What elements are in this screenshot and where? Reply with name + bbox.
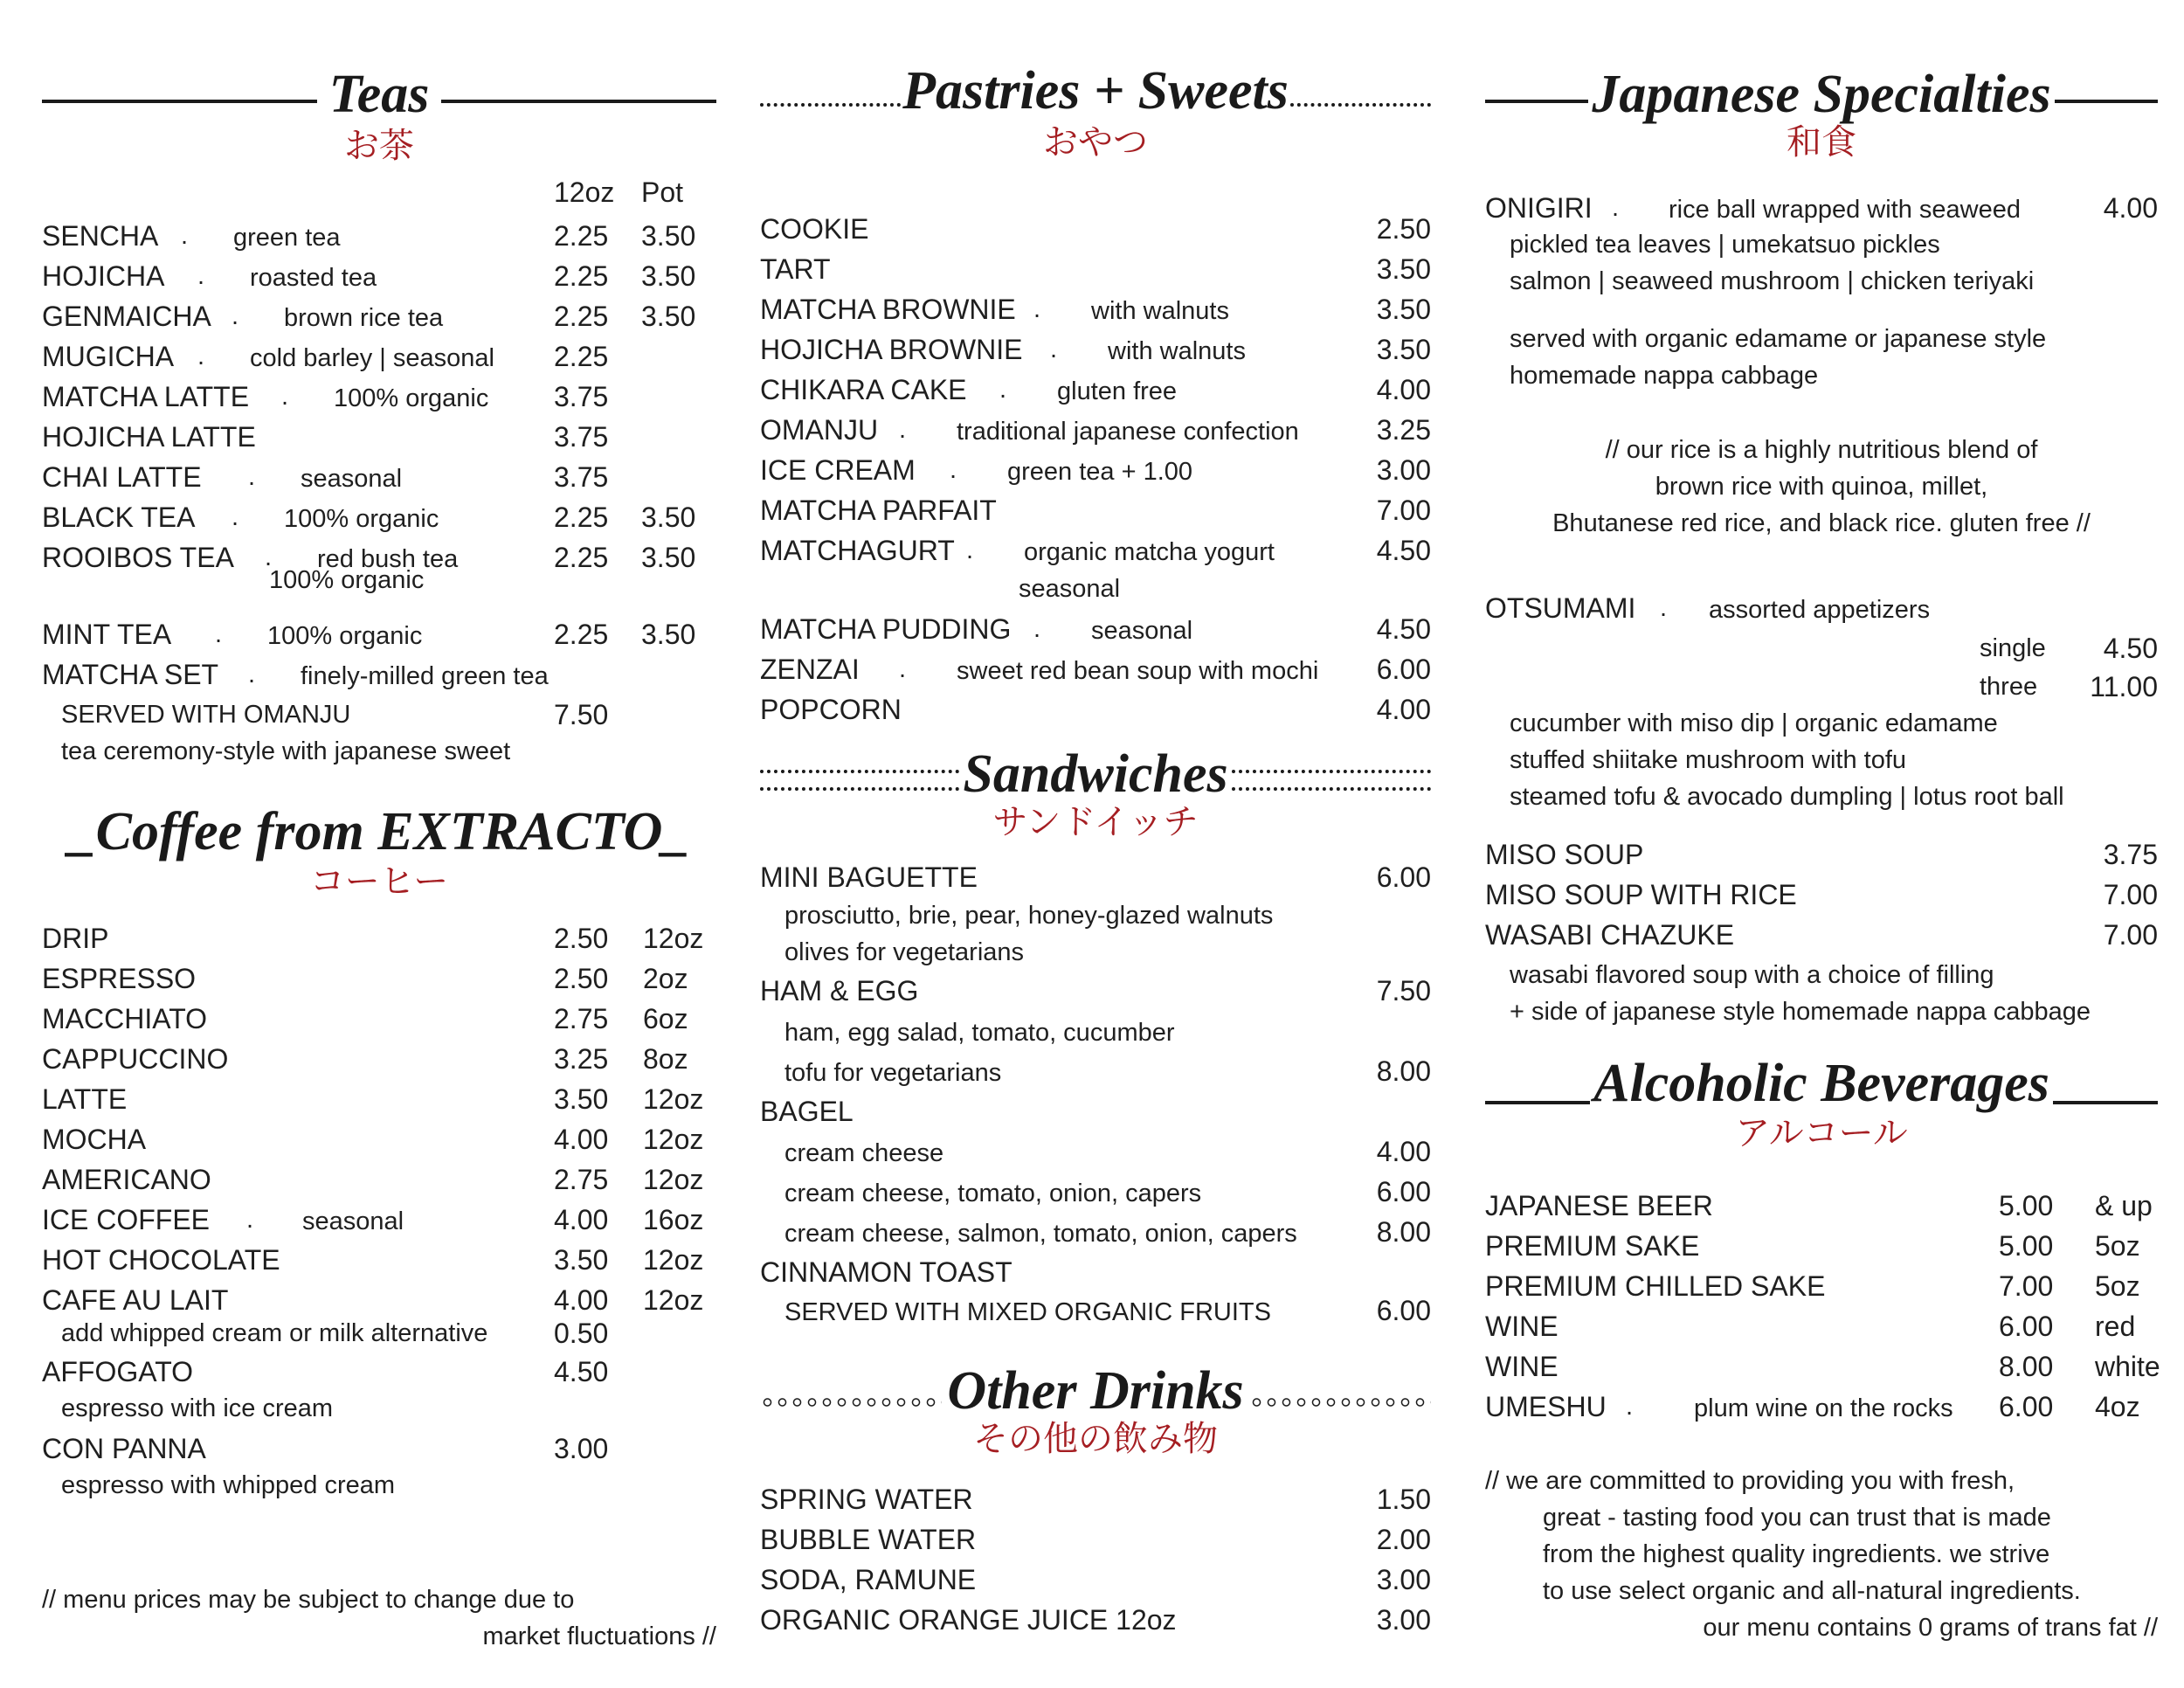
- otsumami-three: three: [1980, 673, 2038, 701]
- coffee-size: 12oz: [643, 1244, 704, 1276]
- item-separator: .: [197, 342, 205, 370]
- pastry-desc: organic matcha yogurt: [1024, 538, 1275, 566]
- coffee-size: 16oz: [643, 1204, 704, 1235]
- drink-name: ORGANIC ORANGE JUICE 12oz: [760, 1604, 1177, 1636]
- onigiri-sides-2: homemade nappa cabbage: [1510, 362, 1819, 390]
- sandwiches-title: Sandwiches: [963, 744, 1228, 804]
- tea-desc: green tea: [233, 224, 341, 252]
- commitment-line-5: our menu contains 0 grams of trans fat //: [1703, 1614, 2158, 1642]
- onigiri-desc: rice ball wrapped with seaweed: [1669, 196, 2021, 224]
- pastry-name: TART: [760, 253, 831, 285]
- item-separator: .: [265, 543, 273, 571]
- item-separator: .: [232, 302, 239, 330]
- toast-name: CINNAMON TOAST: [760, 1256, 1013, 1288]
- toast-note: SERVED WITH MIXED ORGANIC FRUITS: [784, 1298, 1271, 1326]
- coffee-addon: add whipped cream or milk alternative: [61, 1319, 488, 1347]
- heading-rule: [2055, 100, 2158, 103]
- pastry-name: CHIKARA CAKE: [760, 374, 967, 405]
- tea-price-12oz: 2.25: [554, 502, 609, 533]
- coffee-size: 2oz: [643, 963, 688, 994]
- tea-name: MATCHA LATTE: [42, 381, 250, 412]
- disclaimer-line1: // menu prices may be subject to change due to: [42, 1586, 575, 1614]
- tea-name: MATCHA SET: [42, 659, 219, 690]
- item-separator: .: [999, 376, 1007, 404]
- matcha-set-price: 7.50: [554, 699, 609, 730]
- tea-name: HOJICHA LATTE: [42, 421, 256, 453]
- sandwiches-jp-title: サンドイッチ: [992, 802, 1199, 842]
- tofu-option: tofu for vegetarians: [784, 1059, 1002, 1087]
- pastry-name: ICE CREAM: [760, 454, 916, 486]
- coffee-name: DRIP: [42, 923, 109, 954]
- coffee-price: 4.00: [554, 1204, 609, 1235]
- coffee-name: CAFE AU LAIT: [42, 1284, 229, 1316]
- coffee-price: 3.25: [554, 1043, 609, 1075]
- item-separator: .: [1660, 594, 1668, 622]
- coffee-name: LATTE: [42, 1083, 128, 1115]
- tea-price-pot: 3.50: [641, 502, 696, 533]
- onigiri-price: 4.00: [2103, 192, 2158, 224]
- onigiri-fillings-2: salmon | seaweed mushroom | chicken teriyaki: [1510, 267, 2035, 295]
- coffee-size: 12oz: [643, 1164, 704, 1195]
- pastry-desc: traditional japanese confection: [957, 418, 1299, 446]
- item-separator: .: [1612, 194, 1620, 222]
- coffee-name: MOCHA: [42, 1124, 147, 1155]
- japanese-title: Japanese Specialties: [1592, 65, 2051, 124]
- bagel-option-price: 4.00: [1376, 1136, 1431, 1167]
- bagel-option: cream cheese, tomato, onion, capers: [784, 1180, 1202, 1207]
- dotted-rule: [760, 770, 959, 791]
- item-separator: .: [248, 661, 256, 688]
- tea-desc: cold barley | seasonal: [250, 344, 494, 372]
- matchagurt-note: seasonal: [1019, 575, 1121, 603]
- onigiri-name: ONIGIRI: [1485, 192, 1593, 224]
- coffee-title: _Coffee from EXTRACTO_: [68, 802, 690, 861]
- pastry-price: 6.00: [1376, 654, 1431, 685]
- dotted-rule: [1290, 103, 1431, 107]
- pastry-price: 3.00: [1376, 454, 1431, 486]
- japanese-heading: [1485, 65, 2158, 124]
- rice-note-3: Bhutanese red rice, and black rice. gluten free //: [1552, 509, 2091, 537]
- coffee-jp-title: コーヒー: [309, 861, 449, 902]
- coffee-price: 2.75: [554, 1003, 609, 1034]
- pastry-desc: green tea + 1.00: [1007, 458, 1193, 486]
- onigiri-sides-1: served with organic edamame or japanese style: [1510, 325, 2047, 353]
- alcohol-title: Alcoholic Beverages: [1593, 1054, 2049, 1113]
- alcohol-name: PREMIUM CHILLED SAKE: [1485, 1270, 1826, 1302]
- hamegg-price: 7.50: [1376, 975, 1431, 1007]
- coffee-price: 3.50: [554, 1244, 609, 1276]
- tea-price-12oz: 3.75: [554, 421, 609, 453]
- disclaimer-line2: market fluctuations //: [482, 1622, 716, 1650]
- matcha-set-served: SERVED WITH OMANJU: [61, 701, 351, 729]
- drink-name: SODA, RAMUNE: [760, 1564, 977, 1595]
- pastries-heading: [760, 61, 1431, 121]
- baguette-note-2: olives for vegetarians: [784, 938, 1025, 966]
- drinks-jp-title: その他の飲み物: [973, 1419, 1218, 1459]
- alcohol-price: 5.00: [1999, 1230, 2054, 1262]
- tea-desc: brown rice tea: [284, 304, 444, 332]
- pastry-price: 7.00: [1376, 495, 1431, 526]
- pastry-name: POPCORN: [760, 694, 902, 725]
- otsumami-three-price: 11.00: [2090, 671, 2158, 702]
- coffee-size: 12oz: [643, 1284, 704, 1316]
- tea-price-12oz: 2.25: [554, 260, 609, 292]
- pastry-name: HOJICHA BROWNIE: [760, 334, 1023, 365]
- pastry-desc: with walnuts: [1091, 297, 1229, 325]
- drinks-heading: [760, 1361, 1431, 1421]
- coffee-size: 12oz: [643, 923, 704, 954]
- soup-price: 7.00: [2103, 879, 2158, 910]
- otsumami-options-3: steamed tofu & avocado dumpling | lotus root ball: [1510, 783, 2064, 811]
- commitment-line-3: from the highest quality ingredients. we strive: [1543, 1540, 2050, 1568]
- drink-name: BUBBLE WATER: [760, 1524, 977, 1555]
- pastry-price: 3.50: [1376, 334, 1431, 365]
- alcohol-unit: 4oz: [2095, 1391, 2140, 1422]
- coffee-price: 2.75: [554, 1164, 609, 1195]
- affogato-price: 4.50: [554, 1356, 609, 1387]
- soup-price: 3.75: [2103, 839, 2158, 870]
- pastry-desc: sweet red bean soup with mochi: [957, 657, 1319, 685]
- otsumami-name: OTSUMAMI: [1485, 592, 1636, 624]
- dotted-rule: [760, 103, 901, 107]
- heading-rule: [1485, 100, 1588, 103]
- bagel-option-price: 6.00: [1376, 1176, 1431, 1207]
- coffee-size: 8oz: [643, 1043, 688, 1075]
- tea-price-12oz: 2.25: [554, 341, 609, 372]
- coffee-name: MACCHIATO: [42, 1003, 208, 1034]
- tea-desc: seasonal: [301, 465, 403, 493]
- coffee-name: HOT CHOCOLATE: [42, 1244, 280, 1276]
- alcohol-unit: & up: [2095, 1190, 2153, 1221]
- heading-rule: [2053, 1101, 2158, 1104]
- coffee-price: 4.00: [554, 1284, 609, 1316]
- alcohol-desc: plum wine on the rocks: [1694, 1394, 1953, 1422]
- pastry-desc: gluten free: [1057, 377, 1178, 405]
- pastries-jp-title: おやつ: [1043, 122, 1148, 163]
- bagel-name: BAGEL: [760, 1096, 854, 1127]
- tea-price-pot: 3.50: [641, 619, 696, 650]
- hamegg-note: ham, egg salad, tomato, cucumber: [784, 1019, 1175, 1047]
- tea-name: MUGICHA: [42, 341, 175, 372]
- soup-price: 7.00: [2103, 919, 2158, 951]
- pastry-desc: with walnuts: [1108, 337, 1246, 365]
- coffee-size: 12oz: [643, 1124, 704, 1155]
- drinks-title: Other Drinks: [947, 1361, 1244, 1421]
- alcohol-price: 6.00: [1999, 1311, 2054, 1342]
- coffee-name: ICE COFFEE: [42, 1204, 211, 1235]
- tea-name: SENCHA: [42, 220, 159, 252]
- coffee-size: 6oz: [643, 1003, 688, 1034]
- tea-name: CHAI LATTE: [42, 461, 202, 493]
- teas-jp-title: お茶: [344, 126, 414, 166]
- item-separator: .: [899, 416, 907, 444]
- sandwiches-heading: [760, 744, 1431, 804]
- teas-col-pot: Pot: [641, 176, 684, 208]
- item-separator: .: [1050, 336, 1058, 363]
- affogato-name: AFFOGATO: [42, 1356, 194, 1387]
- affogato-note: espresso with ice cream: [61, 1394, 334, 1422]
- rooibos-note: 100% organic: [269, 566, 425, 594]
- pastry-price: 4.00: [1376, 374, 1431, 405]
- tea-price-12oz: 3.75: [554, 381, 609, 412]
- item-separator: .: [1626, 1393, 1634, 1421]
- commitment-line-4: to use select organic and all-natural ingredients.: [1543, 1577, 2081, 1605]
- item-separator: .: [248, 463, 256, 491]
- coffee-name: CAPPUCCINO: [42, 1043, 229, 1075]
- tea-price-pot: 3.50: [641, 542, 696, 573]
- circle-rule: [1249, 1397, 1431, 1408]
- baguette-note-1: prosciutto, brie, pear, honey-glazed walnuts: [784, 902, 1274, 930]
- commitment-line-1: // we are committed to providing you with fresh,: [1485, 1467, 2015, 1495]
- soup-name: MISO SOUP: [1485, 839, 1644, 870]
- tea-price-12oz: 2.25: [554, 220, 609, 252]
- coffee-size: 12oz: [643, 1083, 704, 1115]
- tea-price-12oz: 2.25: [554, 301, 609, 332]
- pastry-name: MATCHAGURT: [760, 535, 955, 566]
- baguette-name: MINI BAGUETTE: [760, 861, 978, 893]
- coffee-name: AMERICANO: [42, 1164, 211, 1195]
- soup-name: MISO SOUP WITH RICE: [1485, 879, 1797, 910]
- item-separator: .: [950, 456, 957, 484]
- tofu-price: 8.00: [1376, 1055, 1431, 1087]
- alcohol-jp-title: アルコール: [1735, 1113, 1908, 1153]
- pastry-price: 3.25: [1376, 414, 1431, 446]
- item-separator: .: [1033, 295, 1041, 323]
- alcohol-price: 6.00: [1999, 1391, 2054, 1422]
- item-separator: .: [232, 503, 239, 531]
- otsumami-options-1: cucumber with miso dip | organic edamame: [1510, 709, 1998, 737]
- pastry-price: 4.00: [1376, 694, 1431, 725]
- conpanna-note: espresso with whipped cream: [61, 1471, 396, 1499]
- alcohol-unit: white: [2095, 1351, 2160, 1382]
- onigiri-fillings-1: pickled tea leaves | umekatsuo pickles: [1510, 231, 1940, 259]
- drink-price: 2.00: [1376, 1524, 1431, 1555]
- tea-desc: red bush tea: [317, 545, 459, 573]
- item-separator: .: [215, 620, 223, 648]
- tea-desc: roasted tea: [250, 264, 377, 292]
- tea-price-pot: 3.50: [641, 301, 696, 332]
- wasabi-note-1: wasabi flavored soup with a choice of filling: [1510, 961, 1994, 989]
- drink-price: 3.00: [1376, 1604, 1431, 1636]
- item-separator: .: [246, 1206, 254, 1234]
- coffee-price: 3.50: [554, 1083, 609, 1115]
- hamegg-name: HAM & EGG: [760, 975, 919, 1007]
- pastry-name: OMANJU: [760, 414, 879, 446]
- japanese-jp-title: 和食: [1787, 122, 1856, 163]
- heading-rule: [42, 100, 317, 103]
- teas-heading: [42, 65, 716, 124]
- alcohol-unit: 5oz: [2095, 1270, 2140, 1302]
- item-separator: .: [281, 383, 289, 411]
- tea-name: ROOIBOS TEA: [42, 542, 234, 573]
- wasabi-note-2: + side of japanese style homemade nappa cabbage: [1510, 998, 2091, 1026]
- item-separator: .: [181, 222, 189, 250]
- teas-title: Teas: [328, 65, 430, 124]
- alcohol-price: 8.00: [1999, 1351, 2054, 1382]
- tea-name: MINT TEA: [42, 619, 172, 650]
- alcohol-unit: 5oz: [2095, 1230, 2140, 1262]
- otsumami-single: single: [1980, 634, 2046, 662]
- baguette-price: 6.00: [1376, 861, 1431, 893]
- rice-note-1: // our rice is a highly nutritious blend of: [1605, 436, 2038, 464]
- bagel-option-price: 8.00: [1376, 1216, 1431, 1248]
- tea-price-pot: 3.50: [641, 220, 696, 252]
- tea-desc: finely-milled green tea: [301, 662, 549, 690]
- rice-note-2: brown rice with quinoa, millet,: [1655, 473, 1988, 501]
- pastry-name: ZENZAI: [760, 654, 860, 685]
- tea-desc: 100% organic: [334, 384, 489, 412]
- alcohol-price: 7.00: [1999, 1270, 2054, 1302]
- tea-desc: 100% organic: [284, 505, 439, 533]
- conpanna-name: CON PANNA: [42, 1433, 206, 1464]
- tea-name: BLACK TEA: [42, 502, 196, 533]
- drink-price: 3.00: [1376, 1564, 1431, 1595]
- pastry-name: MATCHA BROWNIE: [760, 294, 1016, 325]
- alcohol-name: JAPANESE BEER: [1485, 1190, 1713, 1221]
- commitment-line-2: great - tasting food you can trust that is made: [1543, 1504, 2051, 1532]
- pastry-name: MATCHA PARFAIT: [760, 495, 997, 526]
- alcohol-name: WINE: [1485, 1311, 1559, 1342]
- pastry-price: 4.50: [1376, 613, 1431, 645]
- matcha-set-note: tea ceremony-style with japanese sweet: [61, 737, 511, 765]
- teas-col-12oz: 12oz: [554, 176, 615, 208]
- coffee-desc: seasonal: [302, 1207, 404, 1235]
- drink-price: 1.50: [1376, 1484, 1431, 1515]
- coffee-heading: [42, 802, 716, 861]
- coffee-price: 2.50: [554, 963, 609, 994]
- item-separator: .: [1033, 615, 1041, 643]
- tea-name: GENMAICHA: [42, 301, 211, 332]
- pastry-name: MATCHA PUDDING: [760, 613, 1012, 645]
- heading-rule: [1485, 1101, 1590, 1104]
- alcohol-heading: [1485, 1054, 2158, 1113]
- tea-price-12oz: 2.25: [554, 542, 609, 573]
- pastries-title: Pastries + Sweets: [902, 61, 1289, 121]
- otsumami-desc: assorted appetizers: [1709, 596, 1931, 624]
- bagel-option: cream cheese: [784, 1139, 944, 1167]
- dotted-rule: [1232, 770, 1431, 791]
- item-separator: .: [197, 262, 205, 290]
- otsumami-options-2: stuffed shiitake mushroom with tofu: [1510, 746, 1907, 774]
- heading-rule: [441, 100, 716, 103]
- bagel-option: cream cheese, salmon, tomato, onion, capers: [784, 1220, 1297, 1248]
- pastry-price: 4.50: [1376, 535, 1431, 566]
- pastry-price: 3.50: [1376, 253, 1431, 285]
- alcohol-unit: red: [2095, 1311, 2136, 1342]
- pastry-price: 3.50: [1376, 294, 1431, 325]
- coffee-addon-price: 0.50: [554, 1318, 609, 1349]
- item-separator: .: [899, 655, 907, 683]
- coffee-price: 2.50: [554, 923, 609, 954]
- tea-price-12oz: 2.25: [554, 619, 609, 650]
- item-separator: .: [966, 536, 974, 564]
- pastry-price: 2.50: [1376, 213, 1431, 245]
- circle-rule: [760, 1397, 942, 1408]
- alcohol-name: WINE: [1485, 1351, 1559, 1382]
- pastry-desc: seasonal: [1091, 617, 1193, 645]
- tea-desc: 100% organic: [267, 622, 423, 650]
- tea-price-12oz: 3.75: [554, 461, 609, 493]
- alcohol-price: 5.00: [1999, 1190, 2054, 1221]
- alcohol-name: UMESHU: [1485, 1391, 1607, 1422]
- tea-name: HOJICHA: [42, 260, 165, 292]
- conpanna-price: 3.00: [554, 1433, 609, 1464]
- otsumami-single-price: 4.50: [2103, 633, 2158, 664]
- coffee-name: ESPRESSO: [42, 963, 197, 994]
- alcohol-name: PREMIUM SAKE: [1485, 1230, 1700, 1262]
- soup-name: WASABI CHAZUKE: [1485, 919, 1735, 951]
- pastry-name: COOKIE: [760, 213, 869, 245]
- coffee-price: 4.00: [554, 1124, 609, 1155]
- drink-name: SPRING WATER: [760, 1484, 973, 1515]
- toast-price: 6.00: [1376, 1295, 1431, 1326]
- tea-price-pot: 3.50: [641, 260, 696, 292]
